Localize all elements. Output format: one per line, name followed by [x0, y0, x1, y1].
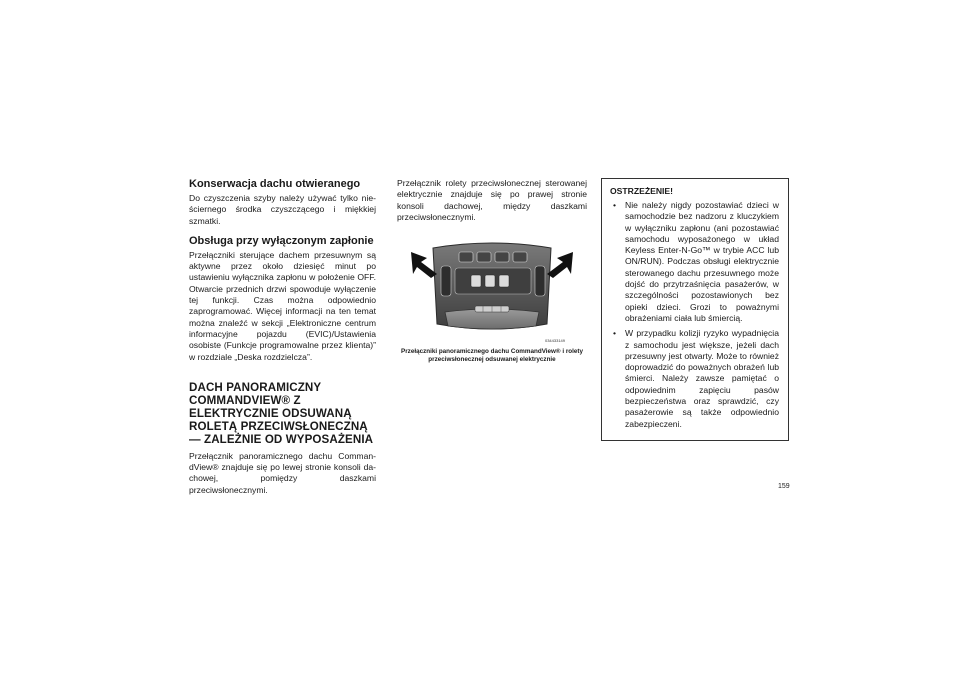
figure-caption: Przełączniki panoramicznego dachu CommandView® i rolety przeciwsłonecznej odsuwanej elektrycznie [401, 348, 583, 364]
bullet-icon: • [613, 200, 617, 210]
heading-panoramic-roof: DACH PANORAMICZNY COMMANDVIEW® Z ELEKTRYCZNIE ODSUWANĄ ROLETĄ PRZECIWSŁONECZNĄ — ZALEŻNIE OD WYPOSAŻENIA [189, 380, 374, 446]
paragraph-sunshade-switch: Przełącznik rolety przeciwsłonecznej sterowanej elektrycznie znajduje się po prawej stronie konsoli dachowej, między daszkami przeciwsłonecznymi. [397, 178, 587, 222]
right-column [601, 178, 789, 441]
paragraph-ignition-off: Przełączniki sterujące dachem przesuwnym są aktywne przez około dziesięć minut po ustawieniu wyłącznika zapłonu w położenie OFF. Otwarcie przednich drzwi spowoduje wyłączenie tej funkcji. Czas można odpowiednio zaprogramować. Więcej informacji na ten temat można znaleźć w sekcji „Elektroniczne centrum informacyjne pojazdu (EVIC)/Ustawienia osobiste (Funkcje programowalne przez klienta)” w rozdziale „Deska rozdzielcza”. [189, 249, 376, 362]
warning-box [601, 178, 789, 441]
warning-item [610, 328, 779, 430]
page-number: 159 [778, 483, 790, 490]
warning-list [610, 200, 779, 430]
overhead-console-illustration [397, 234, 587, 347]
paragraph-panoramic-roof: Przełącznik panoramicznego dachu Comman-dView® znajduje się po lewej stronie konsoli da-chowej, pomiędzy daszkami przeciwsłonecznymi. [189, 450, 376, 495]
middle-column [397, 178, 587, 364]
heading-ignition-off: Obsługa przy wyłączonym zapłonie [189, 234, 374, 247]
paragraph-cleaning: Do czyszczenia szyby należy używać tylko nie-ściernego środka czyszczącego i miękkiej szmatki. [189, 193, 376, 226]
warning-item-text: W przypadku kolizji ryzyko wypadnięcia z samochodu jest większe, jeżeli dach przesuwny jest otwarty. Może to również doprowadzić do poważnych obrażeń lub śmierci. Należy zawsze pamiętać o odpowiednim zapięciu pasów bezpieczeństwa oraz sprawdzić, czy pasażerowie są także odpowiednio zabezpieczeni. [625, 328, 779, 429]
figure-code: 034433149 [544, 338, 565, 344]
warning-item-text: Nie należy nigdy pozostawiać dzieci w samochodzie bez nadzoru z kluczykiem w wyłączniku zapłonu (ani pozostawiać samochodu wyposażonego w układ Keyless Enter-N-Go™ w trybie ACC lub ON/RUN). Podczas obsługi elektrycznie sterowanego dachu przesuwnego może dojść do przytrzaśnięcia pasażerów, w szczególności pozostawionych bez opieki dzieci. Grozi to poważnymi obrażeniami ciała lub śmiercią. [625, 200, 779, 323]
left-column [189, 178, 376, 496]
heading-cleaning: Konserwacja dachu otwieranego [189, 178, 361, 190]
warning-item [610, 200, 779, 324]
warning-title: OSTRZEŻENIE! [610, 186, 674, 196]
bullet-icon: • [613, 328, 617, 339]
overhead-console-figure [397, 234, 587, 347]
